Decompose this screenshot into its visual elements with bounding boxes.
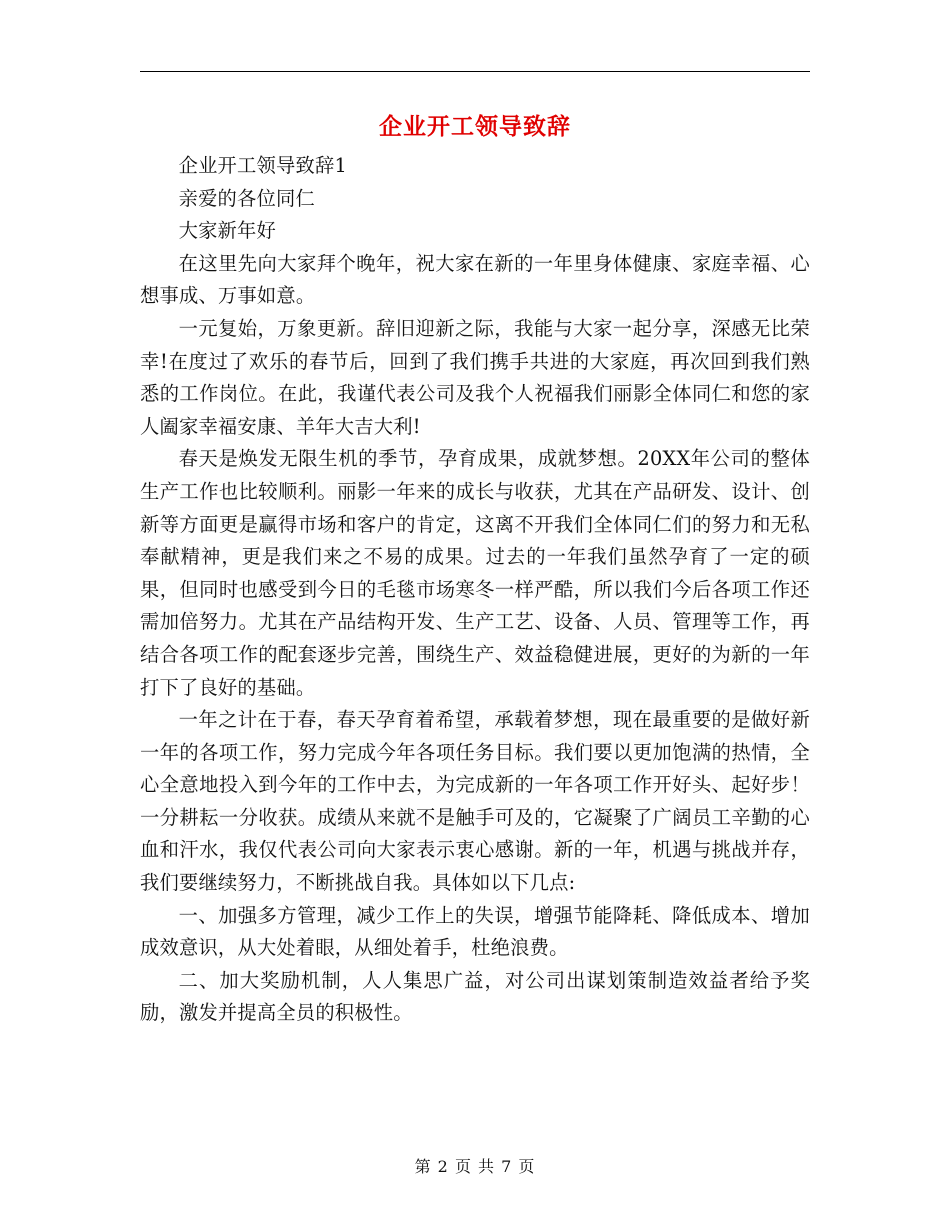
document-body (140, 150, 810, 1030)
paragraph-wishes: 在这里先向大家拜个晚年，祝大家在新的一年里身体健康、家庭幸福、心想事成、万事如意。 (140, 251, 810, 308)
page-number-footer: 第 2 页 共 7 页 (414, 1157, 536, 1176)
paragraph-plan: 一年之计在于春，春天孕育着希望，承载着梦想，现在最重要的是做好新一年的各项工作，努力完成今年各项任务目标。我们要以更加饱满的热情，全心全意地投入到今年的工作中去，为完成新的一年各项工作开好头、起好步！一分耕耘一分收获。成绩从来就不是触手可及的，它凝聚了广阔员工辛勤的心血和汗水，我仅代表公司向大家表示衷心感谢。新的一年，机遇与挑战并存，我们要继续努力，不断挑战自我。具体如以下几点: (140, 708, 810, 895)
paragraph-review: 春天是焕发无限生机的季节，孕育成果，成就梦想。20XX年公司的整体生产工作也比较顺利。丽影一年来的成长与收获，尤其在产品研发、设计、创新等方面更是赢得市场和客户的肯定，这离不开我们全体同仁们的努力和无私奉献精神，更是我们来之不易的成果。过去的一年我们虽然孕育了一定的硕果，但同时也感受到今日的毛毯市场寒冬一样严酷，所以我们今后各项工作还需加倍努力。尤其在产品结构开发、生产工艺、设备、人员、管理等工作，再结合各项工作的配套逐步完善，围绕生产、效益稳健进展，更好的为新的一年打下了良好的基础。 (140, 447, 810, 699)
paragraph-point-1: 一、加强多方管理，减少工作上的失误，增强节能降耗、降低成本、增加成效意识，从大处着眼，从细处着手，杜绝浪费。 (140, 903, 810, 960)
paragraph-heading: 企业开工领导致辞1 (178, 154, 347, 177)
header-rule (140, 71, 810, 72)
paragraph-point-2: 二、加大奖励机制，人人集思广益，对公司出谋划策制造效益者给予奖励，激发并提高全员的积极性。 (140, 968, 810, 1025)
document-title: 企业开工领导致辞 (379, 113, 571, 140)
paragraph-salutation: 亲爱的各位同仁 (178, 186, 315, 210)
paragraph-new-year: 一元复始，万象更新。辞旧迎新之际，我能与大家一起分享，深感无比荣幸!在度过了欢乐的春节后，回到了我们携手共进的大家庭，再次回到我们熟悉的工作岗位。在此，我谨代表公司及我个人祝福我们丽影全体同仁和您的家人阖家幸福安康、羊年大吉大利! (140, 316, 810, 438)
paragraph-greeting: 大家新年好 (178, 219, 276, 243)
